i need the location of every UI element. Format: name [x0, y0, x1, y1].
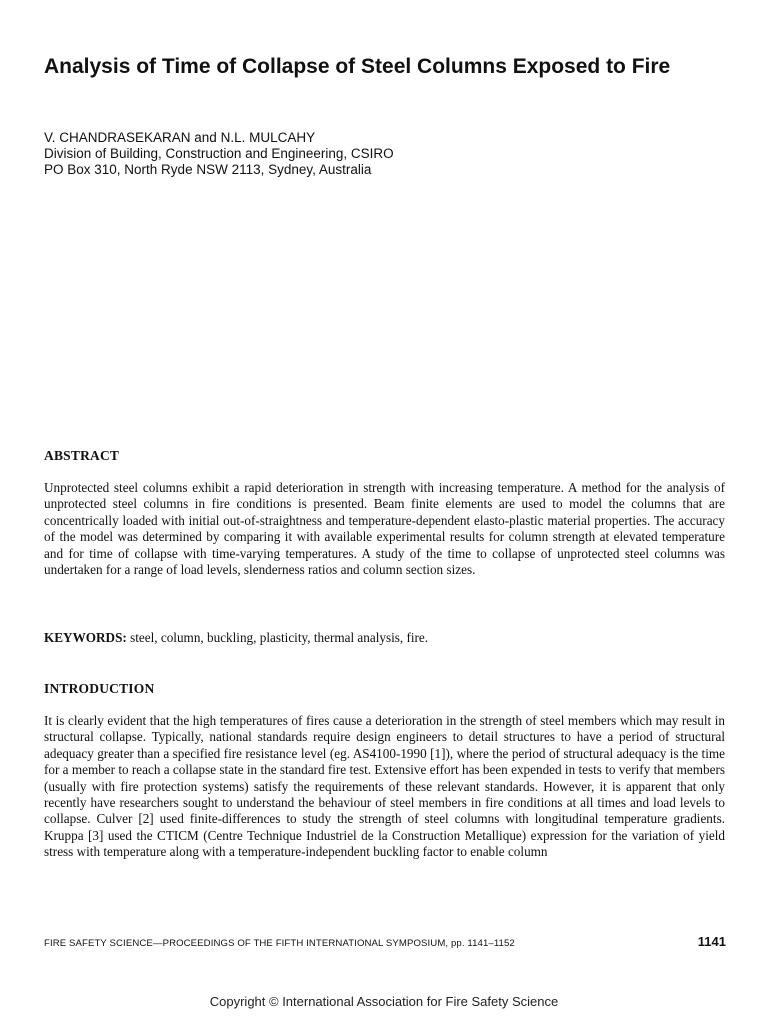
author-block	[44, 130, 704, 178]
keywords-line	[44, 630, 725, 646]
address-line: PO Box 310, North Ryde NSW 2113, Sydney, Australia	[44, 162, 372, 177]
keywords-list: steel, column, buckling, plasticity, thermal analysis, fire.	[126, 630, 429, 645]
journal-footer: FIRE SAFETY SCIENCE—PROCEEDINGS OF THE FIFTH INTERNATIONAL SYMPOSIUM, pp. 1141–1152	[44, 938, 515, 949]
copyright-notice: Copyright © International Association for Fire Safety Science	[209, 994, 559, 1009]
abstract-heading: ABSTRACT	[44, 448, 120, 463]
paper-title: Analysis of Time of Collapse of Steel Columns Exposed to Fire	[44, 55, 671, 78]
introduction-paragraph: It is clearly evident that the high temperatures of fires cause a deterioration in the strength of steel members which may result in structural collapse. Typically, national standards require design engineers to detail structures to have a period of structural adequacy greater than a specified fire resistance level (eg. AS4100-1990 [1]), where the period of structural adequacy is the time for a member to reach a collapse state in the standard fire test. Extensive effort has been expended in tests to verify that members (usually with fire protection systems) satisfy the requirements of these relevant standards. However, it is apparent that only recently have researchers sought to understand the behaviour of steel members in fire conditions at all times and load levels to collapse. Culver [2] used finite-differences to study the strength of steel columns with longitudinal temperature gradients. Kruppa [3] used the CTICM (Centre Technique Industriel de la Construction Metallique) expression for the variation of yield stress with temperature along with a temperature-independent buckling factor to enable column	[44, 713, 725, 860]
author-names: V. CHANDRASEKARAN and N.L. MULCAHY	[44, 130, 316, 145]
abstract-paragraph: Unprotected steel columns exhibit a rapid deterioration in strength with increasing temperature. A method for the analysis of unprotected steel columns in fire conditions is presented. Beam finite elements are used to model the columns that are concentrically loaded with initial out-of-straightness and temperature-dependent elasto-plastic material properties. The accuracy of the model was determined by comparing it with available experimental results for column strength at elevated temperature and for time of collapse with time-varying temperatures. A study of the time to collapse of unprotected steel columns was undertaken for a range of load levels, slenderness ratios and column section sizes.	[44, 480, 725, 578]
introduction-heading: INTRODUCTION	[44, 681, 155, 696]
affiliation-line: Division of Building, Construction and Engineering, CSIRO	[44, 146, 394, 161]
keywords-label: KEYWORDS:	[44, 630, 127, 645]
page-number: 1141	[697, 934, 726, 949]
